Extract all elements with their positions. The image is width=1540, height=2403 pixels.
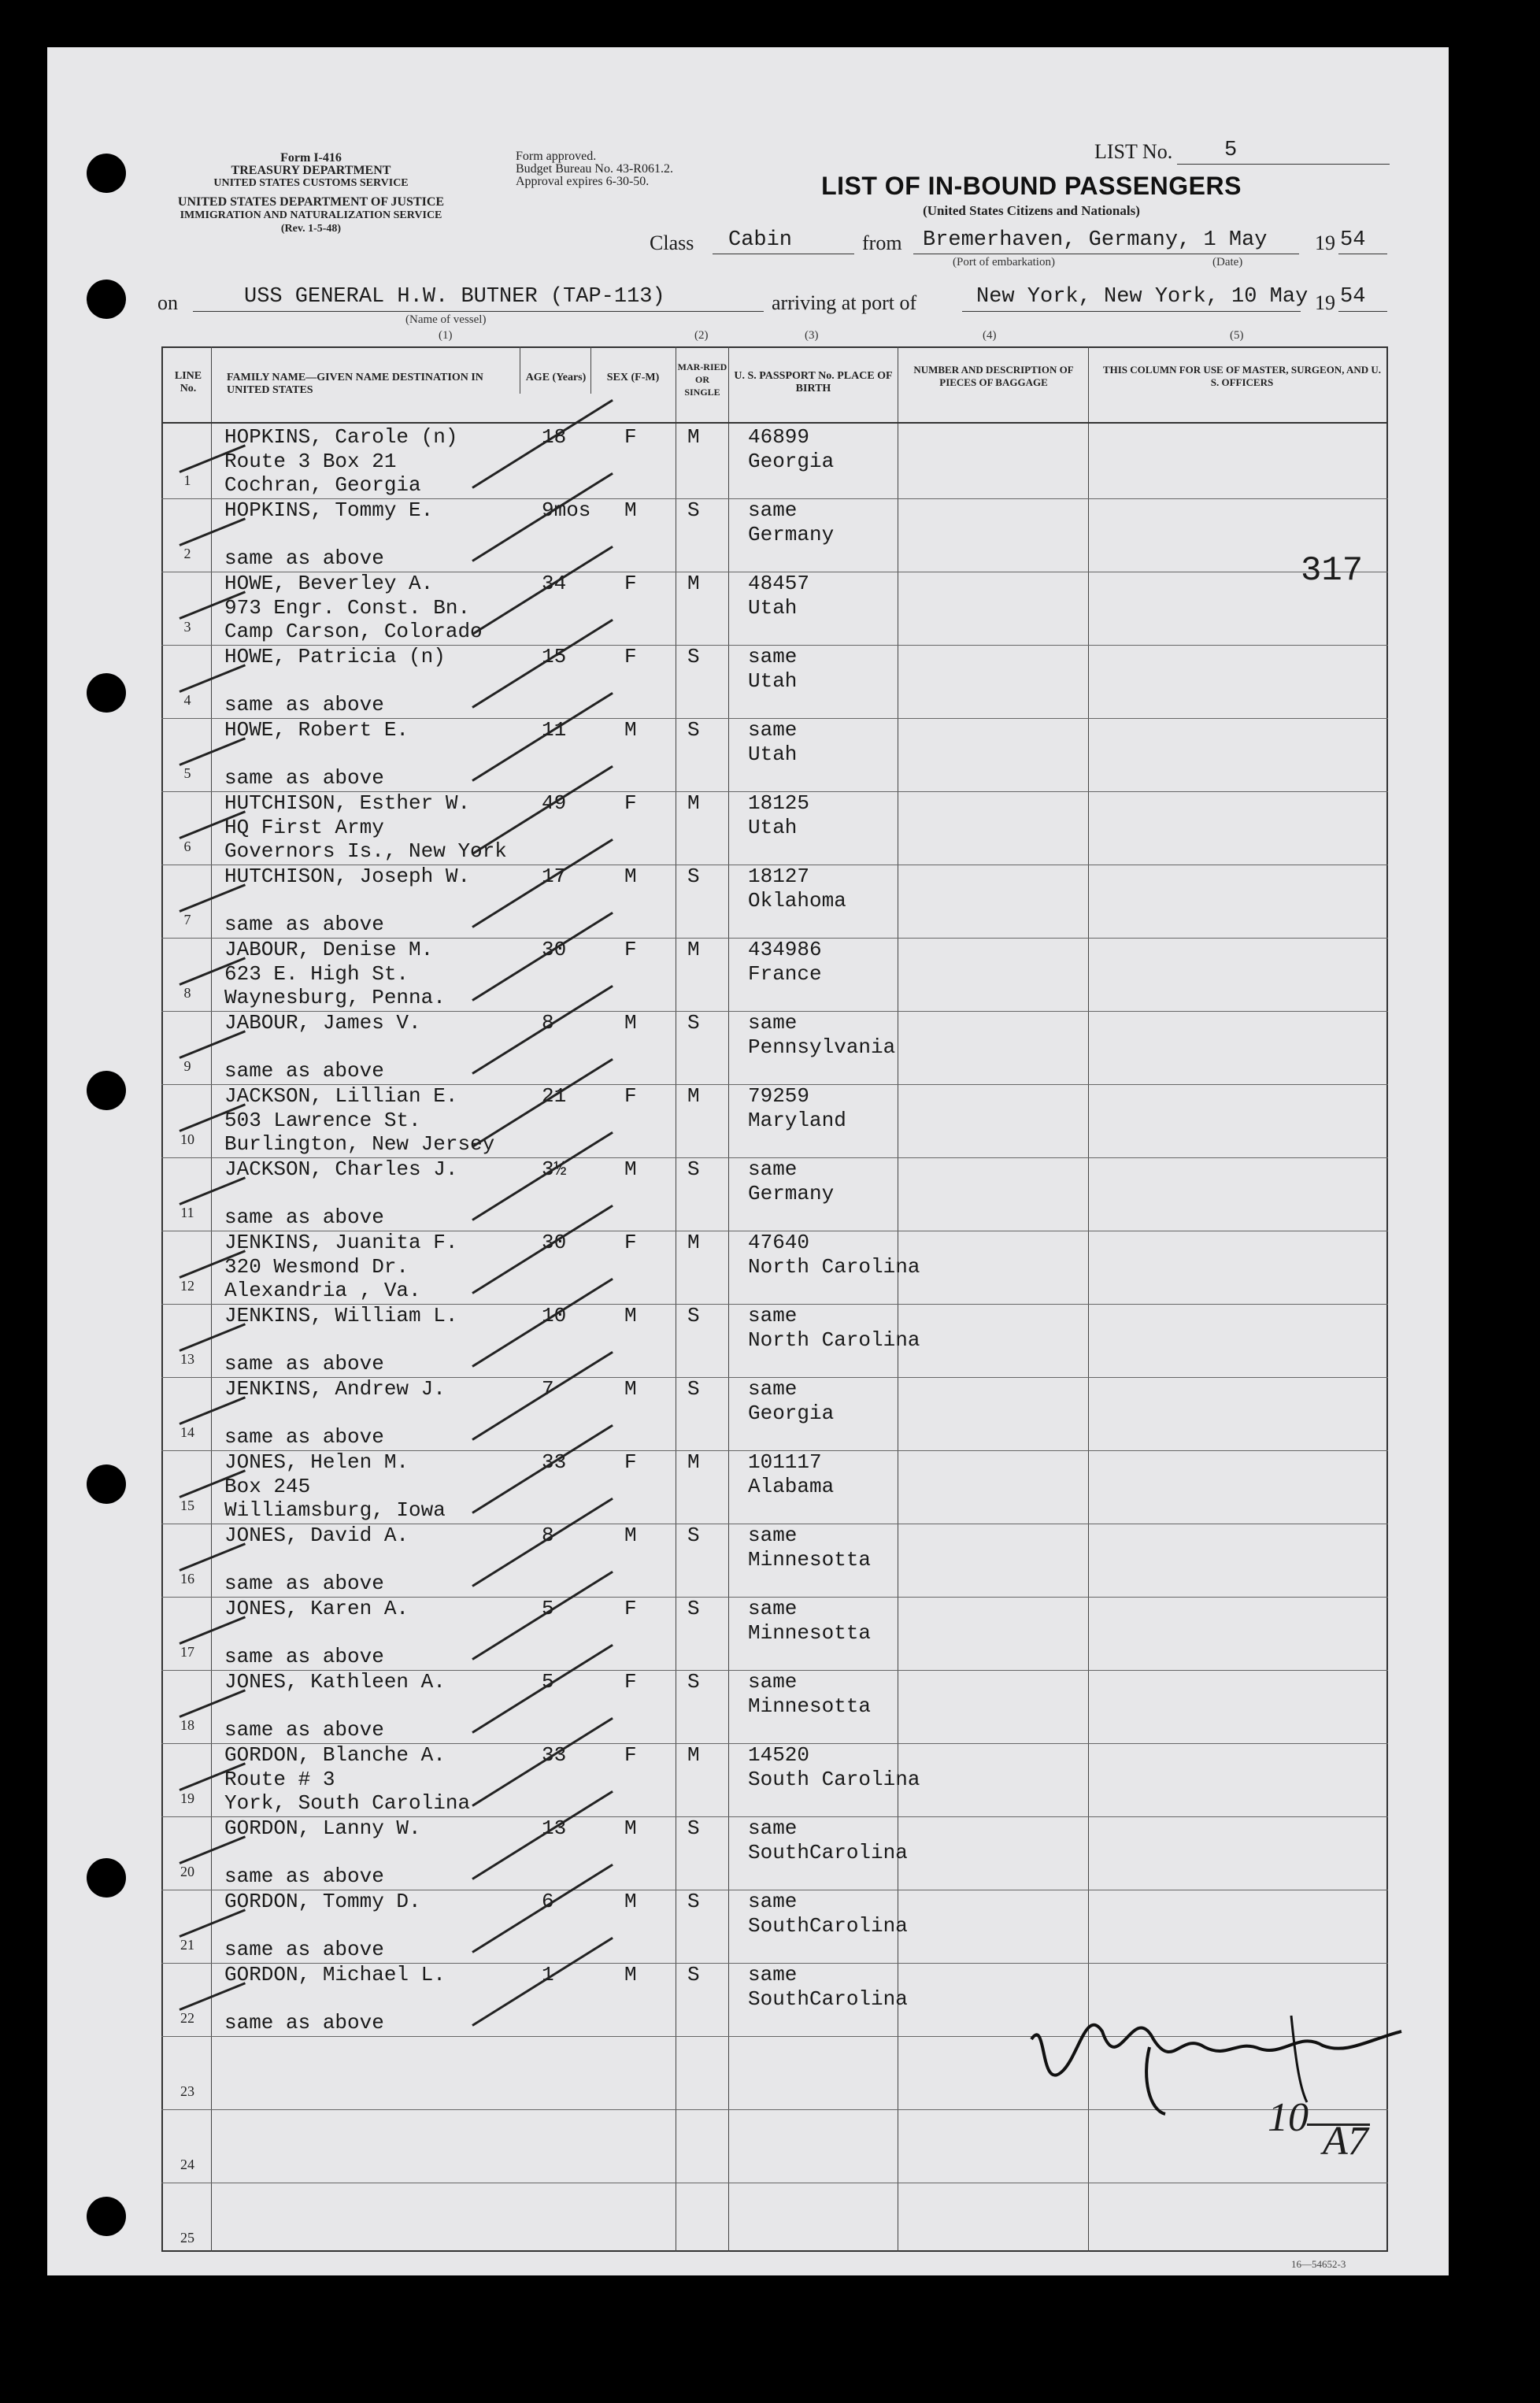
footer-code: 16—54652-3 — [1291, 2258, 1346, 2270]
passenger-age: 10 — [542, 1304, 567, 1327]
list-no-value: 5 — [1224, 139, 1238, 162]
passenger-marital-status: S — [687, 1963, 700, 1986]
place-of-birth: SouthCarolina — [748, 1987, 908, 2011]
place-of-birth: Utah — [748, 742, 798, 766]
place-of-birth: Utah — [748, 669, 798, 693]
class-value: Cabin — [728, 228, 793, 252]
passenger-name: HUTCHISON, Joseph W. — [224, 865, 471, 888]
passport-number: same — [748, 1816, 798, 1840]
passenger-name: JABOUR, Denise M. — [224, 938, 434, 961]
passenger-address-line-1: 623 E. High St. — [224, 962, 409, 986]
passenger-name: JENKINS, Juanita F. — [224, 1231, 458, 1254]
passport-number: 18127 — [748, 865, 810, 888]
passenger-name: JONES, Karen A. — [224, 1597, 409, 1620]
passenger-age: 7 — [542, 1377, 554, 1401]
line-number: 15 — [180, 1498, 194, 1513]
line-number: 22 — [180, 2010, 194, 2026]
class-label: Class — [650, 231, 694, 254]
place-of-birth: SouthCarolina — [748, 1841, 908, 1864]
col-divider — [590, 346, 591, 394]
passenger-marital-status: M — [687, 791, 700, 815]
line-number: 21 — [180, 1937, 194, 1953]
passenger-marital-status: S — [687, 1670, 700, 1694]
passenger-marital-status: M — [687, 1084, 700, 1108]
passenger-age: 34 — [542, 572, 567, 595]
place-of-birth: Minnesotta — [748, 1694, 872, 1718]
list-no-line — [1177, 164, 1390, 165]
year-prefix-1: 19 — [1315, 231, 1335, 254]
budget-bureau: Budget Bureau No. 43-R061.2. — [516, 162, 673, 176]
passenger-age: 30 — [542, 1231, 567, 1254]
passenger-address-line-2: same as above — [224, 913, 384, 936]
line-number: 1 — [183, 472, 191, 488]
passenger-age: 6 — [542, 1890, 554, 1913]
passenger-name: HOPKINS, Tommy E. — [224, 498, 434, 522]
passenger-marital-status: S — [687, 1157, 700, 1181]
passenger-marital-status: M — [687, 1231, 700, 1254]
on-label: on — [157, 291, 178, 314]
customs-heading: UNITED STATES CUSTOMS SERVICE — [213, 177, 409, 189]
passenger-address-line-2: same as above — [224, 1059, 384, 1083]
passenger-marital-status: M — [687, 938, 700, 961]
passenger-address-line-2: Alexandria , Va. — [224, 1279, 421, 1302]
col-divider — [728, 346, 729, 2252]
passenger-marital-status: M — [687, 1450, 700, 1474]
line-number: 8 — [183, 985, 191, 1001]
date-caption: (Date) — [1212, 256, 1243, 268]
passport-number: same — [748, 1304, 798, 1327]
vessel-caption: (Name of vessel) — [405, 313, 487, 326]
passenger-marital-status: M — [687, 572, 700, 595]
line-number: 9 — [183, 1058, 191, 1074]
col-header-baggage: NUMBER AND DESCRIPTION OF PIECES OF BAGGAGE — [913, 364, 1074, 388]
passenger-age: 49 — [542, 791, 567, 815]
place-of-birth: South Carolina — [748, 1768, 920, 1791]
passenger-marital-status: M — [687, 425, 700, 449]
line-number: 5 — [183, 765, 191, 781]
passport-number: same — [748, 645, 798, 668]
punch-hole — [87, 673, 126, 713]
passport-number: same — [748, 498, 798, 522]
passenger-address-line-2: Burlington, New Jersey — [224, 1132, 495, 1156]
punch-hole — [87, 280, 126, 319]
passenger-sex: M — [624, 498, 637, 522]
col-divider — [1088, 346, 1089, 2252]
passenger-age: 1 — [542, 1963, 554, 1986]
passenger-name: HUTCHISON, Esther W. — [224, 791, 471, 815]
passenger-sex: F — [624, 791, 637, 815]
passenger-address-line-2: same as above — [224, 1864, 384, 1888]
line-number: 13 — [180, 1351, 194, 1367]
passport-number: 434986 — [748, 938, 822, 961]
line-number: 10 — [180, 1131, 194, 1147]
passport-number: same — [748, 1377, 798, 1401]
passenger-name: JACKSON, Lillian E. — [224, 1084, 458, 1108]
ins-heading: IMMIGRATION AND NATURALIZATION SERVICE — [180, 209, 442, 221]
line-number: 11 — [180, 1205, 194, 1220]
passenger-age: 5 — [542, 1670, 554, 1694]
col-num-3: (3) — [805, 329, 819, 342]
col-header-married: MAR-RIED OR SINGLE — [677, 361, 727, 398]
signature-underline — [1307, 2123, 1370, 2126]
passenger-age: 8 — [542, 1524, 554, 1547]
embarkation-value: Bremerhaven, Germany, 1 May — [923, 228, 1268, 252]
passport-number: 48457 — [748, 572, 810, 595]
place-of-birth: Oklahoma — [748, 889, 846, 913]
line-number: 3 — [183, 619, 191, 635]
line-number: 20 — [180, 1864, 194, 1879]
passenger-name: GORDON, Tommy D. — [224, 1890, 421, 1913]
line-number: 2 — [183, 546, 191, 561]
passport-number: 18125 — [748, 791, 810, 815]
passenger-sex: M — [624, 1524, 637, 1547]
passenger-address-line-2: Governors Is., New York — [224, 839, 507, 863]
vessel-name: USS GENERAL H.W. BUTNER (TAP-113) — [244, 285, 665, 309]
place-of-birth: Georgia — [748, 1401, 835, 1425]
place-of-birth: Minnesotta — [748, 1548, 872, 1572]
place-of-birth: Pennsylvania — [748, 1035, 896, 1059]
line-number: 16 — [180, 1571, 194, 1587]
passenger-address-line-2: Williamsburg, Iowa — [224, 1498, 446, 1522]
punch-hole — [87, 2197, 126, 2236]
passenger-sex: F — [624, 572, 637, 595]
passenger-sex: M — [624, 1157, 637, 1181]
place-of-birth: Utah — [748, 816, 798, 839]
place-of-birth: Minnesotta — [748, 1621, 872, 1645]
passenger-address-line-2: Camp Carson, Colorado — [224, 620, 483, 643]
page-subtitle: (United States Citizens and Nationals) — [923, 203, 1140, 218]
passenger-name: JONES, Helen M. — [224, 1450, 409, 1474]
arrival-line — [962, 311, 1301, 312]
passenger-sex: F — [624, 1450, 637, 1474]
line-number: 14 — [180, 1424, 194, 1440]
passenger-marital-status: M — [687, 1743, 700, 1767]
passenger-name: JACKSON, Charles J. — [224, 1157, 458, 1181]
passport-number: same — [748, 1963, 798, 1986]
passenger-sex: F — [624, 938, 637, 961]
passenger-address-line-2: same as above — [224, 546, 384, 570]
line-number: 18 — [180, 1717, 194, 1733]
passenger-address-line-1: Route # 3 — [224, 1768, 335, 1791]
punch-hole — [87, 154, 126, 193]
passenger-marital-status: S — [687, 498, 700, 522]
passenger-sex: F — [624, 645, 637, 668]
year-value-1: 54 — [1340, 228, 1366, 252]
col-header-name: FAMILY NAME—GIVEN NAME DESTINATION IN UNITED STATES — [227, 372, 483, 396]
justice-heading: UNITED STATES DEPARTMENT OF JUSTICE — [177, 195, 445, 209]
passenger-address-line-1: Box 245 — [224, 1475, 311, 1498]
passport-number: same — [748, 1157, 798, 1181]
passenger-name: GORDON, Michael L. — [224, 1963, 446, 1986]
passenger-address-line-2: same as above — [224, 1205, 384, 1229]
passport-number: same — [748, 1524, 798, 1547]
place-of-birth: Alabama — [748, 1475, 835, 1498]
line-number: 7 — [183, 912, 191, 928]
passenger-sex: M — [624, 1377, 637, 1401]
arrival-port-value: New York, New York, 10 May — [976, 285, 1309, 309]
place-of-birth: Georgia — [748, 450, 835, 473]
passport-number: same — [748, 1890, 798, 1913]
passenger-age: 17 — [542, 865, 567, 888]
passenger-sex: M — [624, 865, 637, 888]
passenger-sex: F — [624, 1670, 637, 1694]
passport-number: 101117 — [748, 1450, 822, 1474]
col-num-1: (1) — [439, 329, 453, 342]
arriving-label: arriving at port of — [772, 291, 917, 314]
passenger-marital-status: S — [687, 645, 700, 668]
line-number: 4 — [183, 692, 191, 708]
passenger-name: HOWE, Robert E. — [224, 718, 409, 742]
passenger-address-line-1: Route 3 Box 21 — [224, 450, 397, 473]
passenger-marital-status: S — [687, 1890, 700, 1913]
passenger-age: 8 — [542, 1011, 554, 1035]
passenger-name: JABOUR, James V. — [224, 1011, 421, 1035]
passenger-address-line-2: York, South Carolina — [224, 1791, 471, 1815]
place-of-birth: Maryland — [748, 1109, 846, 1132]
passenger-marital-status: S — [687, 1304, 700, 1327]
passenger-marital-status: S — [687, 865, 700, 888]
from-label: from — [862, 231, 902, 254]
passenger-name: GORDON, Lanny W. — [224, 1816, 421, 1840]
line-number: 24 — [180, 2157, 194, 2172]
signature-note-2: A7 — [1323, 2119, 1368, 2164]
passenger-marital-status: S — [687, 1597, 700, 1620]
year-line-2 — [1338, 311, 1387, 312]
passenger-address-line-1: 320 Wesmond Dr. — [224, 1255, 409, 1279]
year-value-2: 54 — [1340, 285, 1366, 309]
col-divider — [211, 346, 212, 2252]
passenger-sex: F — [624, 425, 637, 449]
passenger-marital-status: S — [687, 1377, 700, 1401]
vessel-line — [193, 311, 764, 312]
passenger-address-line-1: 503 Lawrence St. — [224, 1109, 421, 1132]
approval-expires: Approval expires 6-30-50. — [516, 175, 650, 188]
place-of-birth: Germany — [748, 1182, 835, 1205]
place-of-birth: North Carolina — [748, 1328, 920, 1352]
form-number: Form I-416 — [280, 151, 342, 165]
passport-number: 14520 — [748, 1743, 810, 1767]
passenger-address-line-2: same as above — [224, 1938, 384, 1961]
passenger-age: 15 — [542, 645, 567, 668]
passenger-name: JONES, David A. — [224, 1524, 409, 1547]
punch-hole — [87, 1464, 126, 1504]
passenger-address-line-2: same as above — [224, 1425, 384, 1449]
passenger-age: 21 — [542, 1084, 567, 1108]
passenger-sex: F — [624, 1597, 637, 1620]
list-no-label: LIST No. — [1094, 140, 1173, 163]
passenger-age: 11 — [542, 718, 567, 742]
header-divider — [161, 422, 1388, 424]
year-prefix-2: 19 — [1315, 291, 1335, 314]
col-header-passport: U. S. PASSPORT No. PLACE OF BIRTH — [734, 370, 893, 394]
passenger-address-line-2: same as above — [224, 766, 384, 790]
col-header-officers: THIS COLUMN FOR USE OF MASTER, SURGEON, AND U. S. OFFICERS — [1102, 364, 1382, 388]
col-header-sex: SEX (F-M) — [606, 372, 660, 383]
form-approved: Form approved. — [516, 150, 597, 163]
passenger-marital-status: S — [687, 1816, 700, 1840]
passenger-name: HOPKINS, Carole (n) — [224, 425, 458, 449]
col-num-4: (4) — [983, 329, 997, 342]
passenger-address-line-2: same as above — [224, 1352, 384, 1376]
treasury-heading: TREASURY DEPARTMENT — [231, 164, 391, 177]
passenger-address-line-2: Waynesburg, Penna. — [224, 986, 446, 1009]
passenger-sex: M — [624, 1890, 637, 1913]
passenger-address-line-2: same as above — [224, 1718, 384, 1742]
passenger-address-line-2: same as above — [224, 1645, 384, 1668]
passenger-age: 18 — [542, 425, 567, 449]
col-num-5: (5) — [1230, 329, 1244, 342]
passenger-age: 30 — [542, 938, 567, 961]
passport-number: same — [748, 718, 798, 742]
col-header-line: LINE No. — [174, 370, 202, 394]
passenger-name: JONES, Kathleen A. — [224, 1670, 446, 1694]
passenger-age: 13 — [542, 1816, 567, 1840]
passenger-sex: M — [624, 1816, 637, 1840]
passport-number: 47640 — [748, 1231, 810, 1254]
passenger-address-line-2: same as above — [224, 2011, 384, 2035]
page-stamp: 317 — [1301, 551, 1364, 591]
line-number: 25 — [180, 2230, 194, 2246]
signature-note-1: 10 — [1268, 2095, 1309, 2140]
place-of-birth: Germany — [748, 523, 835, 546]
passport-number: same — [748, 1670, 798, 1694]
passenger-age: 9mos — [542, 498, 591, 522]
passenger-address-line-2: Cochran, Georgia — [224, 473, 421, 497]
place-of-birth: Utah — [748, 596, 798, 620]
passenger-sex: F — [624, 1084, 637, 1108]
punch-hole — [87, 1071, 126, 1110]
page-title: LIST OF IN-BOUND PASSENGERS — [821, 172, 1242, 200]
line-number: 23 — [180, 2083, 194, 2099]
passport-number: 79259 — [748, 1084, 810, 1108]
passenger-marital-status: S — [687, 1011, 700, 1035]
place-of-birth: SouthCarolina — [748, 1914, 908, 1938]
passenger-name: HOWE, Patricia (n) — [224, 645, 446, 668]
line-number: 19 — [180, 1790, 194, 1806]
passenger-sex: F — [624, 1231, 637, 1254]
passenger-age: 3½ — [542, 1157, 567, 1181]
passenger-age: 33 — [542, 1450, 567, 1474]
passport-number: 46899 — [748, 425, 810, 449]
place-of-birth: North Carolina — [748, 1255, 920, 1279]
passenger-age: 5 — [542, 1597, 554, 1620]
passenger-address-line-2: same as above — [224, 693, 384, 716]
line-number: 17 — [180, 1644, 194, 1660]
passport-number: same — [748, 1597, 798, 1620]
passenger-sex: M — [624, 1963, 637, 1986]
punch-hole — [87, 1858, 126, 1898]
passenger-sex: M — [624, 1011, 637, 1035]
passenger-sex: M — [624, 1304, 637, 1327]
passenger-name: JENKINS, William L. — [224, 1304, 458, 1327]
passenger-age: 33 — [542, 1743, 567, 1767]
col-num-2: (2) — [694, 329, 709, 342]
port-embark-caption: (Port of embarkation) — [953, 256, 1055, 268]
passenger-sex: M — [624, 718, 637, 742]
passport-number: same — [748, 1011, 798, 1035]
passenger-sex: F — [624, 1743, 637, 1767]
passenger-address-line-2: same as above — [224, 1572, 384, 1595]
col-header-age: AGE (Years) — [525, 372, 587, 383]
passenger-marital-status: S — [687, 1524, 700, 1547]
revision: (Rev. 1-5-48) — [280, 223, 342, 235]
passenger-name: JENKINS, Andrew J. — [224, 1377, 446, 1401]
passenger-address-line-1: HQ First Army — [224, 816, 384, 839]
line-number: 12 — [180, 1278, 194, 1294]
passenger-address-line-1: 973 Engr. Const. Bn. — [224, 596, 471, 620]
line-number: 6 — [183, 839, 191, 854]
place-of-birth: France — [748, 962, 822, 986]
passenger-name: GORDON, Blanche A. — [224, 1743, 446, 1767]
passenger-marital-status: S — [687, 718, 700, 742]
passenger-name: HOWE, Beverley A. — [224, 572, 434, 595]
